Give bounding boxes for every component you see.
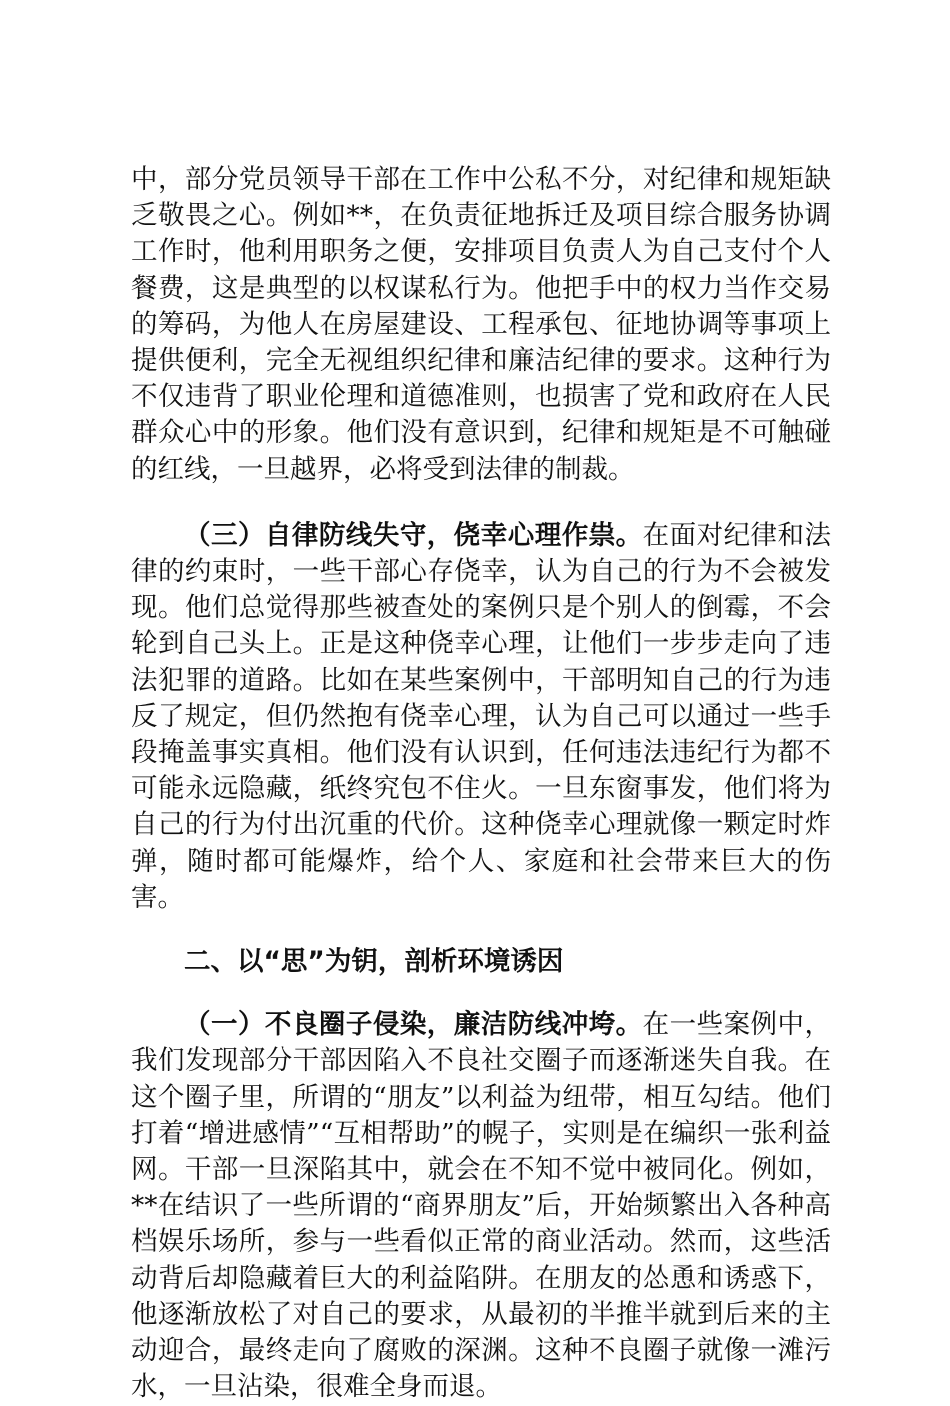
section-3-paragraph xyxy=(131,518,831,916)
section-2-1-paragraph xyxy=(131,1007,831,1405)
section-3-body: 在面对纪律和法律的约束时，一些干部心存侥幸，认为自己的行为不会被发现。他们总觉得那些被查处的案例只是个别人的倒霉，不会轮到自己头上。正是这种侥幸心理，让他们一步步走向了违法犯罪的道路。比如在某些案例中，干部明知自己的行为违反了规定，但仍然抱有侥幸心理，认为自己可以通过一些手段掩盖事实真相。他们没有认识到，任何违法违纪行为都不可能永远隐藏，纸终究包不住火。一旦东窗事发，他们将为自己的行为付出沉重的代价。这种侥幸心理就像一颗定时炸弹，随时都可能爆炸，给个人、家庭和社会带来巨大的伤害。 xyxy=(131,519,832,913)
section-2-1-body: 在一些案例中，我们发现部分干部因陷入不良社交圈子而逐渐迷失自我。在这个圈子里，所谓的“朋友”以利益为纽带，相互勾结。他们打着“增进感情”“互相帮助”的幌子，实则是在编织一张利益网。干部一旦深陷其中，就会在不知不觉中被同化。例如，**在结识了一些所谓的“商界朋友”后，开始频繁出入各种高档娱乐场所，参与一些看似正常的商业活动。然而，这些活动背后却隐藏着巨大的利益陷阱。在朋友的怂恿和诱惑下，他逐渐放松了对自己的要求，从最初的半推半就到后来的主动迎合，最终走向了腐败的深渊。这种不良圈子就像一滩污水，一旦沾染，很难全身而退。 xyxy=(131,1009,832,1403)
chapter-2-heading: 二、以“思”为钥，剖析环境诱因 xyxy=(184,946,564,978)
section-3-title: （三）自律防线失守，侥幸心理作祟。 xyxy=(184,519,643,551)
document-body xyxy=(131,162,831,1406)
section-2-1-title: （一）不良圈子侵染，廉洁防线冲垮。 xyxy=(184,1009,643,1041)
continued-paragraph: 中，部分党员领导干部在工作中公私不分，对纪律和规矩缺乏敬畏之心。例如**，在负责征地拆迁及项目综合服务协调工作时，他利用职务之便，安排项目负责人为自己支付个人餐费，这是典型的以权谋私行为。他把手中的权力当作交易的筹码，为他人在房屋建设、工程承包、征地协调等事项上提供便利，完全无视组织纪律和廉洁纪律的要求。这种行为不仅违背了职业伦理和道德准则，也损害了党和政府在人民群众心中的形象。他们没有意识到，纪律和规矩是不可触碰的红线，一旦越界，必将受到法律的制裁。 xyxy=(131,164,831,485)
